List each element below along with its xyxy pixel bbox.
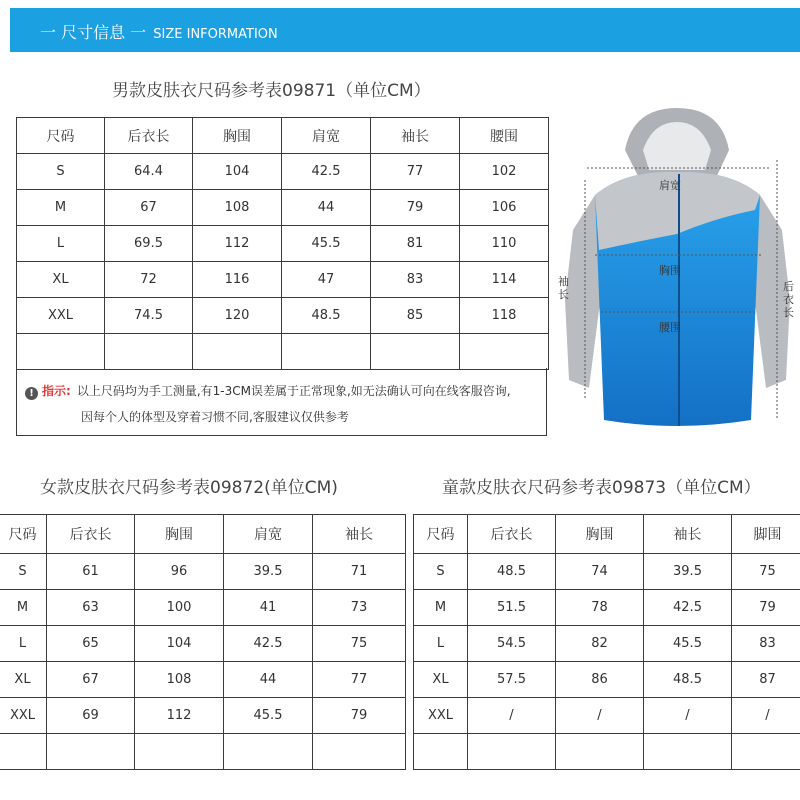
empty-cell <box>313 734 406 770</box>
measurement-cell: 79 <box>371 190 460 226</box>
measurement-cell: 67 <box>47 662 135 698</box>
size-cell: M <box>414 590 468 626</box>
measurement-cell: 42.5 <box>644 590 732 626</box>
measurement-cell: 102 <box>460 154 549 190</box>
header-row <box>414 515 800 554</box>
waist-label: 腰围 <box>659 321 681 334</box>
measurement-cell: 47 <box>282 262 371 298</box>
measurement-cell: 83 <box>732 626 800 662</box>
note-text-2: 因每个人的体型及穿着习惯不同,客服建议仅供参考 <box>81 410 349 424</box>
measurement-cell: 45.5 <box>644 626 732 662</box>
size-cell: M <box>17 190 105 226</box>
measurement-cell: 118 <box>460 298 549 334</box>
header-row <box>17 118 549 154</box>
measurement-cell: 44 <box>224 662 313 698</box>
empty-cell <box>414 734 468 770</box>
size-cell: XXL <box>0 698 47 734</box>
empty-cell <box>282 334 371 370</box>
measurement-cell: 65 <box>47 626 135 662</box>
empty-cell <box>135 734 224 770</box>
size-cell: XXL <box>17 298 105 334</box>
empty-cell <box>556 734 644 770</box>
empty-cell <box>468 734 556 770</box>
measurement-cell: 82 <box>556 626 644 662</box>
table-row <box>17 154 549 190</box>
measurement-cell: 106 <box>460 190 549 226</box>
banner-english: SIZE INFORMATION <box>153 27 278 42</box>
size-note <box>16 368 547 436</box>
men-table-title: 男款皮肤衣尺码参考表09871（单位CM） <box>112 81 431 101</box>
note-first-line <box>25 382 511 400</box>
measurement-cell: 79 <box>313 698 406 734</box>
empty-cell <box>105 334 193 370</box>
measurement-cell: 63 <box>47 590 135 626</box>
measurement-cell: 64.4 <box>105 154 193 190</box>
column-header: 尺码 <box>0 515 47 554</box>
shoulder-label: 肩宽 <box>659 179 681 192</box>
measurement-cell: / <box>556 698 644 734</box>
column-header: 胸围 <box>193 118 282 154</box>
empty-cell <box>47 734 135 770</box>
measurement-cell: 74.5 <box>105 298 193 334</box>
measurement-cell: 112 <box>193 226 282 262</box>
column-header: 肩宽 <box>282 118 371 154</box>
size-cell: S <box>17 154 105 190</box>
empty-row <box>17 334 549 370</box>
kids-table-title: 童款皮肤衣尺码参考表09873（单位CM） <box>442 478 761 498</box>
column-header: 胸围 <box>135 515 224 554</box>
empty-cell <box>371 334 460 370</box>
table-row <box>17 190 549 226</box>
measurement-cell: 100 <box>135 590 224 626</box>
measurement-cell: 77 <box>313 662 406 698</box>
measurement-cell: 48.5 <box>644 662 732 698</box>
size-cell: L <box>414 626 468 662</box>
table-row <box>414 626 800 662</box>
measurement-cell: 81 <box>371 226 460 262</box>
empty-cell <box>17 334 105 370</box>
measurement-cell: 67 <box>105 190 193 226</box>
note-label: 指示: <box>42 384 71 398</box>
kids-size-table <box>413 514 800 770</box>
banner-prefix: 一 尺寸信息 一 <box>40 23 147 42</box>
measurement-cell: 54.5 <box>468 626 556 662</box>
measurement-cell: 75 <box>732 554 800 590</box>
measurement-cell: 85 <box>371 298 460 334</box>
size-cell: S <box>0 554 47 590</box>
column-header: 后衣长 <box>468 515 556 554</box>
men-size-table <box>16 117 549 370</box>
measurement-cell: 74 <box>556 554 644 590</box>
measurement-cell: 104 <box>193 154 282 190</box>
table-row <box>414 662 800 698</box>
table-row <box>0 590 406 626</box>
measurement-cell: 42.5 <box>282 154 371 190</box>
table-row <box>0 626 406 662</box>
size-cell: L <box>17 226 105 262</box>
header-banner <box>10 8 800 52</box>
size-cell: XL <box>0 662 47 698</box>
size-cell: L <box>0 626 47 662</box>
sleeve-label: 袖长 <box>558 275 569 301</box>
empty-row <box>0 734 406 770</box>
empty-cell <box>193 334 282 370</box>
measurement-cell: 39.5 <box>224 554 313 590</box>
table-row <box>414 698 800 734</box>
size-cell: XL <box>414 662 468 698</box>
measurement-cell: 71 <box>313 554 406 590</box>
column-header: 后衣长 <box>47 515 135 554</box>
table-row <box>414 590 800 626</box>
measurement-cell: 77 <box>371 154 460 190</box>
measurement-cell: 48.5 <box>282 298 371 334</box>
table-row <box>0 698 406 734</box>
measurement-cell: 48.5 <box>468 554 556 590</box>
table-row <box>0 662 406 698</box>
column-header: 腰围 <box>460 118 549 154</box>
size-cell: XL <box>17 262 105 298</box>
column-header: 胸围 <box>556 515 644 554</box>
measurement-cell: 108 <box>193 190 282 226</box>
empty-cell <box>732 734 800 770</box>
table-row <box>17 226 549 262</box>
column-header: 脚围 <box>732 515 800 554</box>
table-row <box>414 554 800 590</box>
measurement-cell: 78 <box>556 590 644 626</box>
column-header: 后衣长 <box>105 118 193 154</box>
measurement-cell: 79 <box>732 590 800 626</box>
size-cell: M <box>0 590 47 626</box>
banner-title <box>40 20 278 43</box>
header-row <box>0 515 406 554</box>
column-header: 袖长 <box>313 515 406 554</box>
empty-cell <box>460 334 549 370</box>
measurement-cell: / <box>644 698 732 734</box>
measurement-cell: 45.5 <box>224 698 313 734</box>
empty-row <box>414 734 800 770</box>
measurement-cell: 61 <box>47 554 135 590</box>
measurement-cell: 112 <box>135 698 224 734</box>
column-header: 肩宽 <box>224 515 313 554</box>
measurement-cell: 45.5 <box>282 226 371 262</box>
empty-cell <box>224 734 313 770</box>
measurement-cell: 86 <box>556 662 644 698</box>
table-row <box>0 554 406 590</box>
women-size-table <box>0 514 406 770</box>
length-label: 后衣长 <box>783 280 794 319</box>
measurement-cell: 108 <box>135 662 224 698</box>
measurement-cell: 42.5 <box>224 626 313 662</box>
measurement-cell: 69.5 <box>105 226 193 262</box>
measurement-cell: 75 <box>313 626 406 662</box>
column-header: 袖长 <box>371 118 460 154</box>
measurement-cell: 72 <box>105 262 193 298</box>
note-text-1: 以上尺码均为手工测量,有1-3CM误差属于正常现象,如无法确认可向在线客服咨询, <box>76 384 511 398</box>
measurement-cell: 116 <box>193 262 282 298</box>
table-row <box>17 262 549 298</box>
measurement-cell: 96 <box>135 554 224 590</box>
measurement-cell: 83 <box>371 262 460 298</box>
measurement-cell: 44 <box>282 190 371 226</box>
column-header: 尺码 <box>414 515 468 554</box>
column-header: 袖长 <box>644 515 732 554</box>
measurement-cell: 69 <box>47 698 135 734</box>
info-icon: ! <box>25 387 38 400</box>
measurement-cell: 73 <box>313 590 406 626</box>
measurement-cell: / <box>468 698 556 734</box>
chest-label: 胸围 <box>659 264 681 277</box>
measurement-cell: 120 <box>193 298 282 334</box>
measurement-cell: 110 <box>460 226 549 262</box>
jacket-illustration <box>555 100 800 440</box>
measurement-cell: 104 <box>135 626 224 662</box>
size-cell: XXL <box>414 698 468 734</box>
women-table-title: 女款皮肤衣尺码参考表09872(单位CM) <box>40 478 338 498</box>
column-header: 尺码 <box>17 118 105 154</box>
table-row <box>17 298 549 334</box>
measurement-cell: 57.5 <box>468 662 556 698</box>
size-cell: S <box>414 554 468 590</box>
measurement-cell: 39.5 <box>644 554 732 590</box>
measurement-cell: 114 <box>460 262 549 298</box>
measurement-cell: 41 <box>224 590 313 626</box>
measurement-cell: 87 <box>732 662 800 698</box>
empty-cell <box>644 734 732 770</box>
empty-cell <box>0 734 47 770</box>
measurement-cell: / <box>732 698 800 734</box>
measurement-cell: 51.5 <box>468 590 556 626</box>
